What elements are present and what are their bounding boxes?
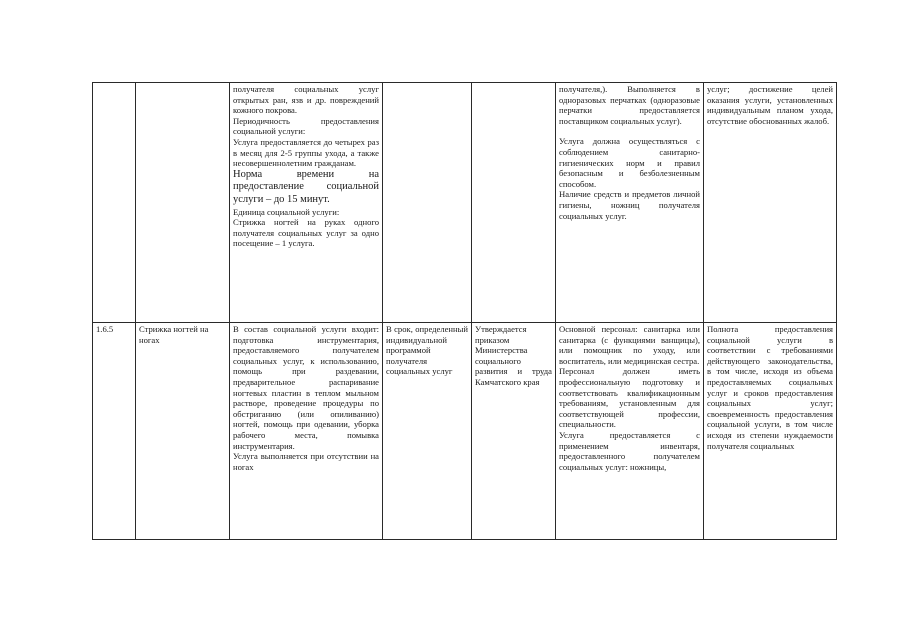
paragraph: Услуга должна осуществляться с соблюдением санитарно-гигиенических норм и правил безопасным и безболезненным способом. [559,136,700,189]
cell-service-conditions [556,83,704,323]
cell-service-term [383,83,472,323]
cell-number: 1.6.5 [93,323,136,540]
paragraph: получателя,). Выполняется в одноразовых перчатках (одноразовые перчатки предоставляется поставщиком социальных услуг). [559,84,700,126]
cell-service-cost: Утверждается приказом Министерства социального развития и труда Камчатского края [472,323,556,540]
services-table [92,82,837,540]
cell-quality-indicators [704,83,837,323]
paragraph: Услуга предоставляется с применением инвентаря, предоставленного получателем социальных услуг: ножницы, [559,429,700,472]
cell-number [93,83,136,323]
cell-quality-indicators [704,323,837,540]
paragraph: Стрижка ногтей на руках одного получателя социальных услуг за одно посещение – 1 услуга. [233,217,379,249]
paragraph: Единица социальной услуги: [233,206,340,217]
paragraph: услуг; достижение целей оказания услуги, установленных индивидуальным планом ухода, отсутствие обоснованных жалоб. [707,84,833,126]
paragraph: Наличие средств и предметов личной гигиены, ножниц получателя социальных услуг. [559,189,700,221]
paragraph: Услуга выполняется при отсутствии на ногах [233,451,379,472]
cell-service-name: Стрижка ногтей на ногах [136,323,230,540]
paragraph: Полнота предоставления социальной услуги в соответствии с требованиями действующего законодательства, в том числе, исходя из объема предоставляемых социальных услуг и сроков предоставления социальных услуг; своевременность предоставления социальной услуги, в том числе исходя из степени нуждаемости получателя социальных [707,324,833,451]
paragraph: Периодичность предоставления социальной услуги: [233,115,379,137]
cell-service-content [230,83,383,323]
paragraph: Персонал должен иметь профессиональную подготовку и соответствовать квалификационным требованиям, установленным для соответствующей профессии, специальности. [559,366,700,430]
paragraph: Услуга предоставляется до четырех раз в месяц для 2-5 группы ухода, а также несовершеннолетним гражданам. [233,136,379,169]
paragraph: получателя социальных услуг открытых ран, язв и др. повреждений кожного покрова. [233,84,379,116]
table-row [93,323,837,540]
paragraph: В состав социальной услуги входит: подготовка инструментария, предоставляемого получателем социальных услуг, к использованию, помощь при раздевании, предварительное распаривание ногтевых пластин в теплом мыльном растворе, проведение процедуры по обстриганию (или опиливанию) ногтей, помощь при одевании, уборка рабочего места, помывка инструментария. [233,324,379,451]
paragraph: Основной персонал: санитарка или санитарка (с функциями ванщицы), или помощник по уходу, или воспитатель, или медицинская сестра. [559,324,700,366]
cell-service-name [136,83,230,323]
cell-service-conditions [556,323,704,540]
cell-service-term: В срок, определенный индивидуальной программой получателя социальных услуг [383,323,472,540]
cell-service-content [230,323,383,540]
table-row [93,83,837,323]
paragraph: Норма времени на предоставление социальной услуги – до 15 минут. [233,168,379,205]
cell-service-cost [472,83,556,323]
